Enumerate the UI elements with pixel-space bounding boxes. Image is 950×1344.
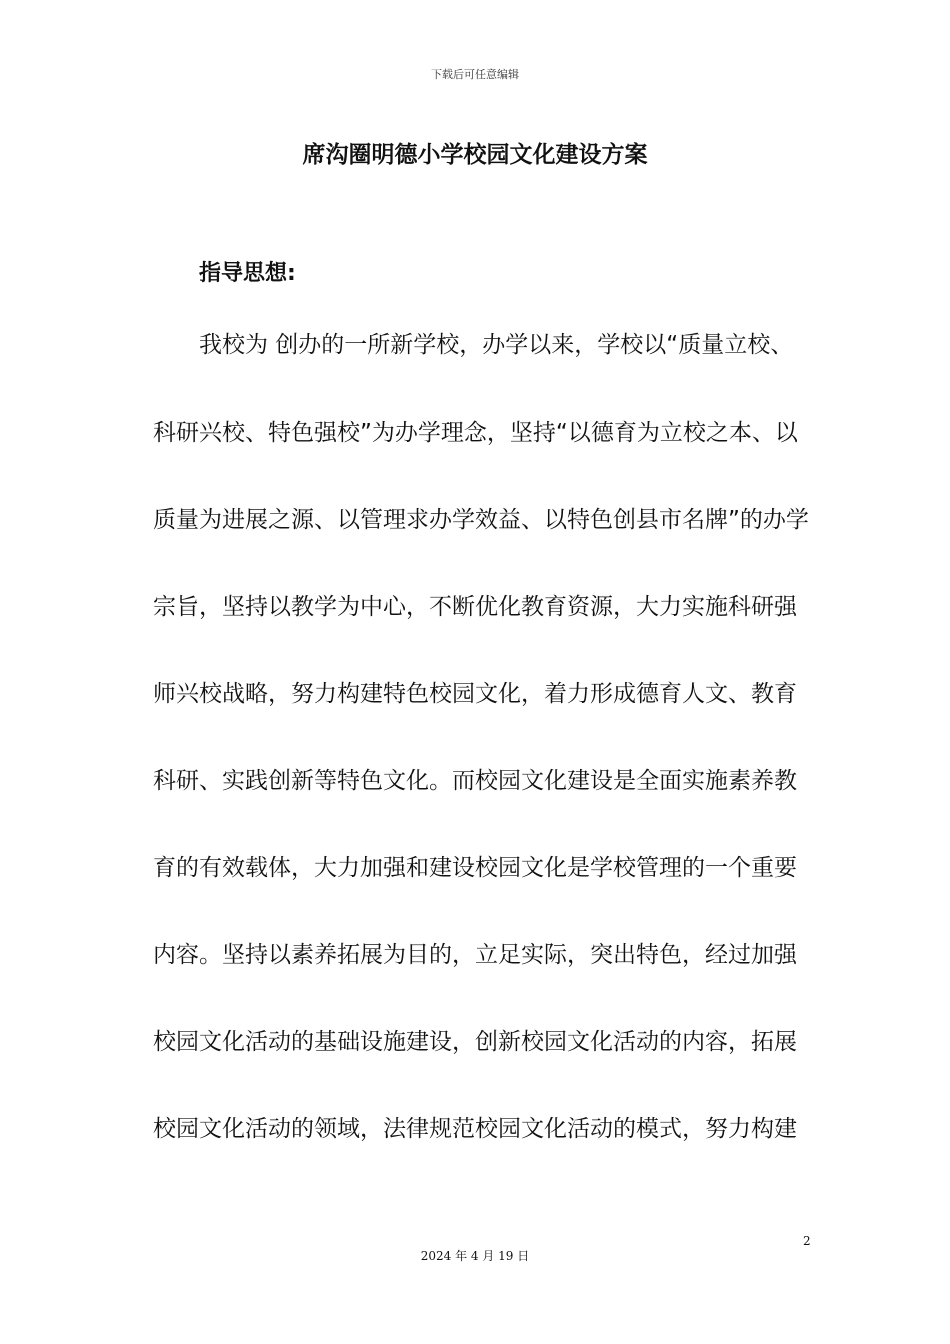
page-footer-date: 2024 年 4 月 19 日 (420, 1249, 530, 1263)
paragraph-line: 校园文化活动的基础设施建设，创新校园文化活动的内容，拓展 (153, 1029, 797, 1055)
paragraph-line: 校园文化活动的领域，法律规范校园文化活动的模式，努力构建 (153, 1116, 797, 1142)
section-heading: 指导思想: (199, 261, 296, 286)
paragraph-line: 内容。坚持以素养拓展为目的，立足实际，突出特色，经过加强 (153, 942, 797, 968)
paragraph-line: 宗旨，坚持以教学为中心，不断优化教育资源，大力实施科研强 (153, 594, 797, 620)
document-title: 席沟圈明德小学校园文化建设方案 (302, 142, 648, 168)
paragraph-line: 师兴校战略，努力构建特色校园文化，着力形成德育人文、教育 (153, 681, 797, 707)
paragraph-line: 科研兴校、特色强校”为办学理念，坚持“以德育为立校之本、以 (153, 420, 798, 446)
paragraph-line: 我校为 创办的一所新学校，办学以来，学校以“质量立校、 (199, 332, 794, 358)
paragraph-line: 质量为进展之源、以管理求办学效益、以特色创县市名牌”的办学 (153, 507, 809, 533)
paragraph-line: 育的有效载体，大力加强和建设校园文化是学校管理的一个重要 (153, 855, 797, 881)
paragraph-line: 科研、实践创新等特色文化。而校园文化建设是全面实施素养教 (153, 768, 797, 794)
page-number: 2 (803, 1234, 811, 1248)
page-header: 下载后可任意编辑 (431, 68, 519, 81)
